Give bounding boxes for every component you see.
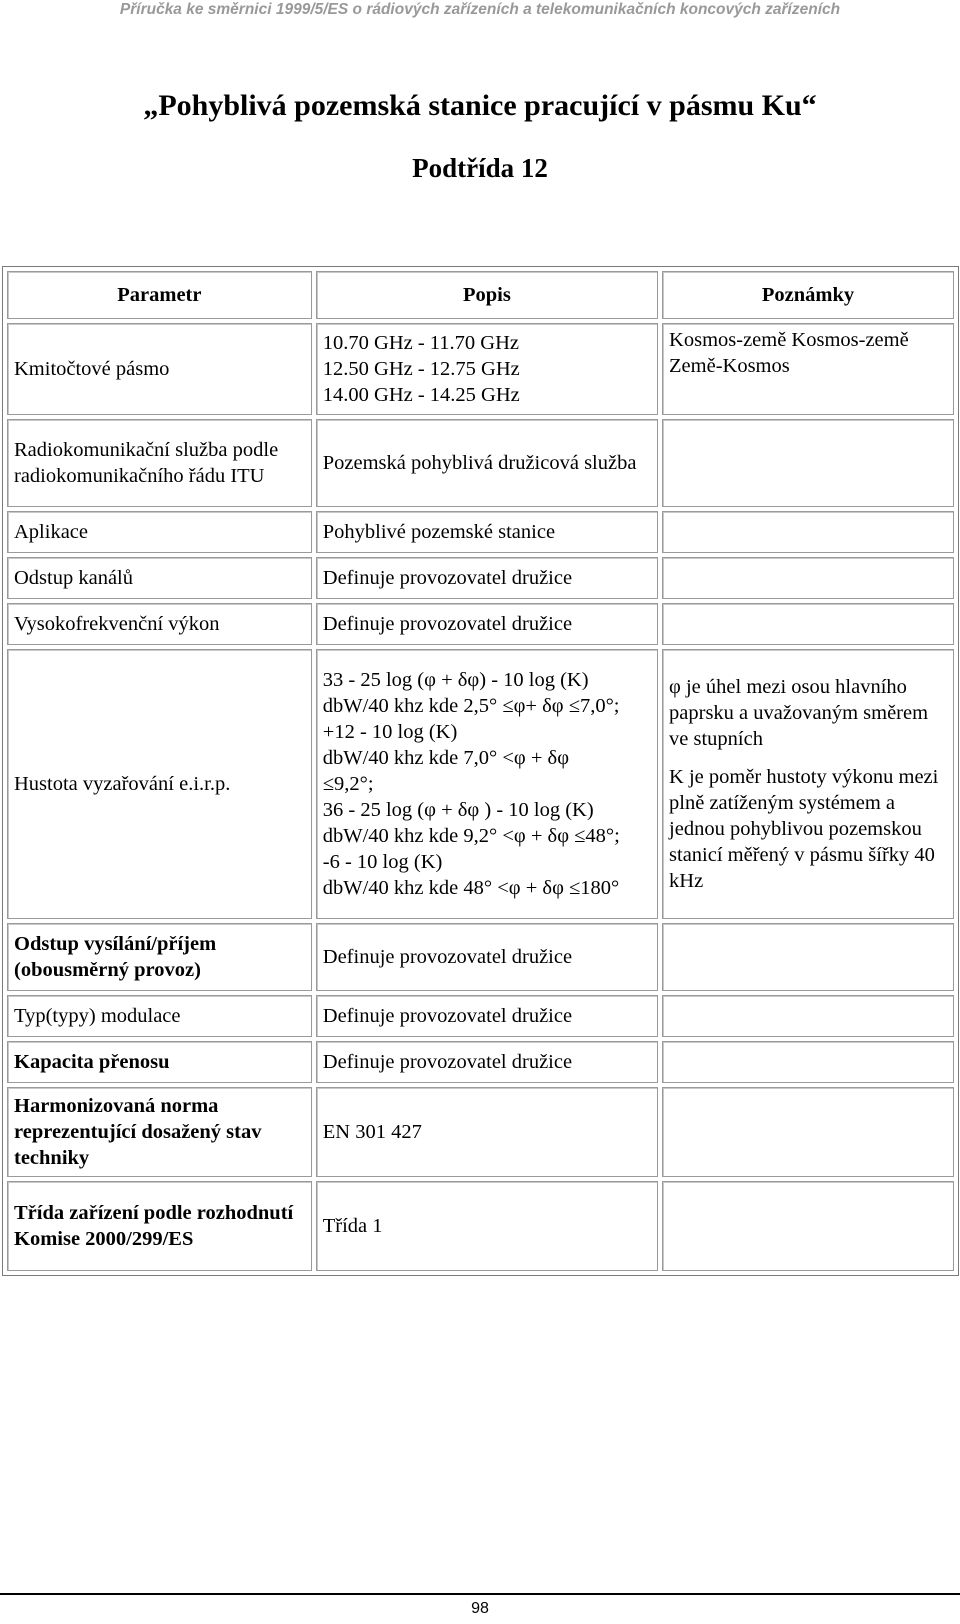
- table-row: [7, 603, 954, 645]
- table-row: [7, 649, 954, 919]
- row-note: [662, 995, 954, 1037]
- row-note: [662, 1041, 954, 1083]
- row-parameter: Harmonizovaná norma reprezentující dosažený stav techniky: [7, 1087, 312, 1177]
- row-note: Kosmos-země Kosmos-země Země-Kosmos: [662, 323, 954, 415]
- row-description: 33 - 25 log (φ + δφ) - 10 log (K) dbW/40 khz kde 2,5° ≤φ+ δφ ≤7,0°; +12 - 10 log (K) dbW/40 khz kde 7,0° <φ + δφ ≤9,2°; 36 - 25 log (φ + δφ ) - 10 log (K) dbW/40 khz kde 9,2° <φ + δφ ≤48°; -6 - 10 log (K) dbW/40 khz kde 48° <φ + δφ ≤180°: [316, 649, 658, 919]
- table-row: [7, 923, 954, 991]
- table-row: [7, 1041, 954, 1083]
- row-parameter: Aplikace: [7, 511, 312, 553]
- column-header-poznamky: Poznámky: [662, 271, 954, 319]
- row-parameter: Odstup vysílání/příjem (obousměrný provoz): [7, 923, 312, 991]
- note-paragraph: φ je úhel mezi osou hlavního paprsku a uvažovaným směrem ve stupních: [669, 676, 929, 750]
- table-row: [7, 1087, 954, 1177]
- document-subtitle: Podtřída 12: [412, 153, 548, 183]
- row-note: [662, 1181, 954, 1271]
- row-description: Třída 1: [316, 1181, 658, 1271]
- table-row: [7, 511, 954, 553]
- row-parameter: Odstup kanálů: [7, 557, 312, 599]
- note-paragraph: K je poměr hustoty výkonu mezi plně zatíženým systémem a jednou pohyblivou pozemskou stanicí měřený v pásmu šířky 40 kHz: [669, 766, 939, 892]
- row-parameter: Kmitočtové pásmo: [7, 323, 312, 415]
- column-header-parametr: Parametr: [7, 271, 312, 319]
- row-parameter: Radiokomunikační služba podle radiokomunikačního řádu ITU: [7, 419, 312, 507]
- row-parameter: Vysokofrekvenční výkon: [7, 603, 312, 645]
- document-title: „Pohyblivá pozemská stanice pracující v pásmu Ku“: [143, 89, 817, 122]
- table-header-row: [7, 271, 954, 319]
- row-note: [662, 649, 954, 919]
- row-description: Definuje provozovatel družice: [316, 923, 658, 991]
- row-parameter: Třída zařízení podle rozhodnutí Komise 2000/299/ES: [7, 1181, 312, 1271]
- row-note: [662, 603, 954, 645]
- specification-table: [2, 266, 959, 1276]
- page-header: Příručka ke směrnici 1999/5/ES o rádiových zařízeních a telekomunikačních koncových zařízeních: [119, 1, 841, 18]
- row-parameter: Kapacita přenosu: [7, 1041, 312, 1083]
- row-note: [662, 419, 954, 507]
- row-description: Definuje provozovatel družice: [316, 1041, 658, 1083]
- row-description: Definuje provozovatel družice: [316, 603, 658, 645]
- table-row: [7, 419, 954, 507]
- row-note: [662, 557, 954, 599]
- row-description: 10.70 GHz - 11.70 GHz 12.50 GHz - 12.75 GHz 14.00 GHz - 14.25 GHz: [316, 323, 658, 415]
- table-row: [7, 1181, 954, 1271]
- table-row: [7, 557, 954, 599]
- row-parameter: Typ(typy) modulace: [7, 995, 312, 1037]
- column-header-popis: Popis: [316, 271, 658, 319]
- row-description: Pozemská pohyblivá družicová služba: [316, 419, 658, 507]
- row-description: Pohyblivé pozemské stanice: [316, 511, 658, 553]
- table-row: [7, 995, 954, 1037]
- paragraph-spacer: [669, 752, 947, 764]
- row-parameter: Hustota vyzařování e.i.r.p.: [7, 649, 312, 919]
- row-description: Definuje provozovatel družice: [316, 557, 658, 599]
- row-description: EN 301 427: [316, 1087, 658, 1177]
- row-note: [662, 1087, 954, 1177]
- row-description: Definuje provozovatel družice: [316, 995, 658, 1037]
- row-note: [662, 511, 954, 553]
- table-row: [7, 323, 954, 415]
- row-note: [662, 923, 954, 991]
- footer-divider: [0, 1593, 960, 1595]
- page-number: 98: [471, 1600, 489, 1617]
